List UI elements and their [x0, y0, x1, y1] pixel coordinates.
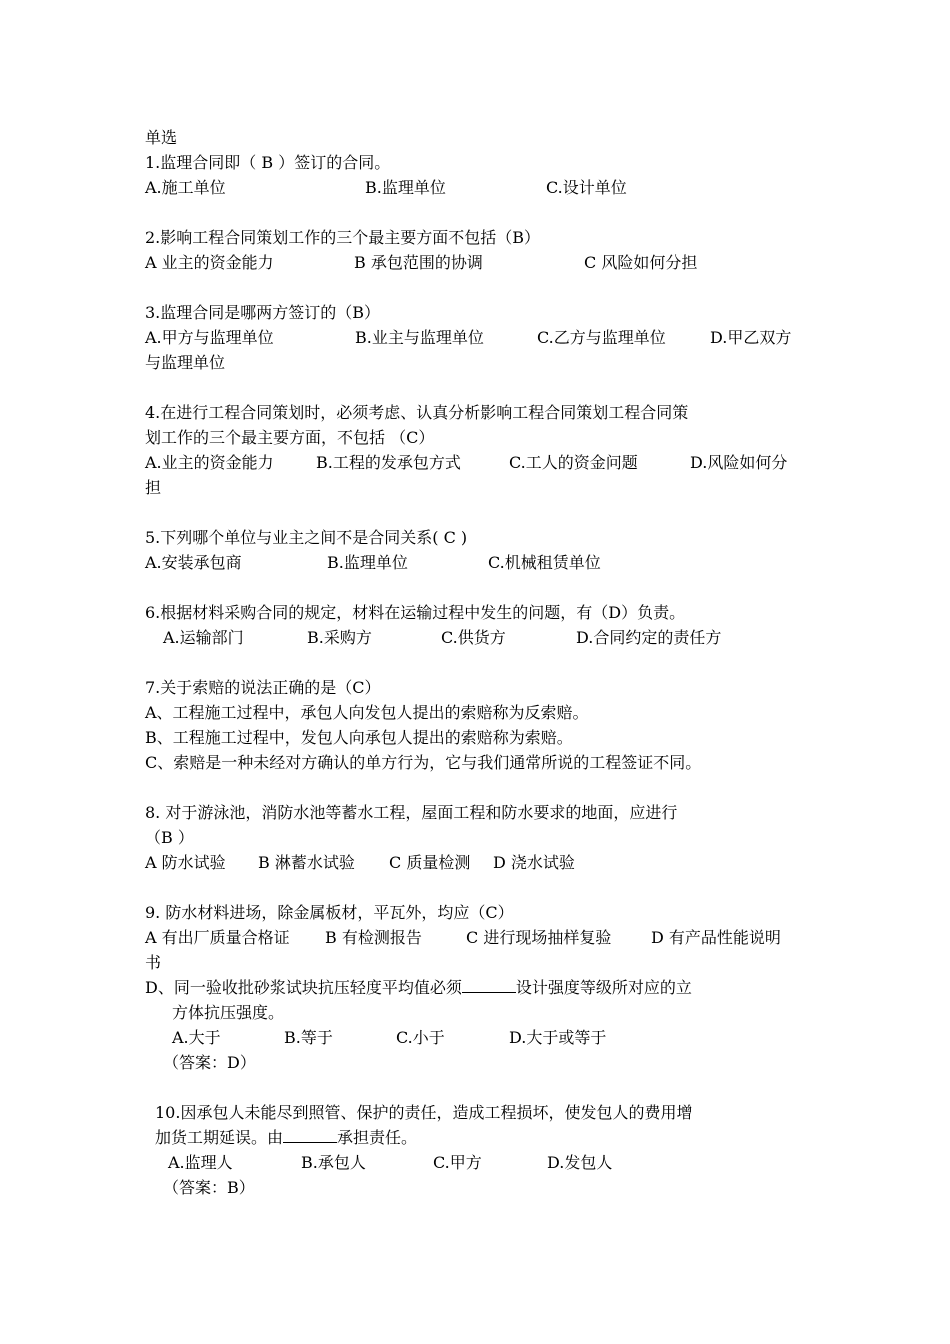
question-8-stem-line1: 8. 对于游泳池，消防水池等蓄水工程，屋面工程和防水要求的地面，应进行	[145, 803, 678, 822]
section-heading: 单选	[145, 128, 178, 147]
question-10-option-d: D.发包人	[547, 1153, 613, 1172]
question-10-option-a: A.监理人	[168, 1153, 233, 1172]
question-3-option-c: C.乙方与监理单位	[537, 328, 666, 347]
question-8-option-c: C 质量检测	[389, 853, 471, 872]
question-7-option-a: A、工程施工过程中，承包人向发包人提出的索赔称为反索赔。	[145, 703, 589, 722]
question-9-option-d-continued: 书	[145, 953, 162, 972]
question-8-option-a: A 防水试验	[145, 853, 226, 872]
question-4-option-c: C.工人的资金问题	[509, 453, 638, 472]
question-5-option-c: C.机械租赁单位	[488, 553, 601, 572]
question-8-option-d: D 浇水试验	[493, 853, 575, 872]
question-7-option-c: C、索赔是一种未经对方确认的单方行为，它与我们通常所说的工程签证不同。	[145, 753, 702, 772]
question-d-stem-post: 设计强度等级所对应的立	[515, 978, 692, 997]
question-2-option-b: B 承包范围的协调	[354, 253, 483, 272]
question-3-option-d: D.甲乙双方	[710, 328, 792, 347]
question-10-stem-pre: 加货工期延误。由	[155, 1128, 284, 1147]
question-4-option-d-continued: 担	[145, 478, 162, 497]
question-9-stem: 9. 防水材料进场，除金属板材，平瓦外，均应（C）	[145, 903, 514, 922]
question-d-stem-line1	[145, 975, 692, 1000]
question-10-answer: （答案：B）	[163, 1178, 255, 1197]
question-4-option-a: A.业主的资金能力	[145, 453, 274, 472]
question-3-option-d-continued: 与监理单位	[145, 353, 226, 372]
question-3-option-a: A.甲方与监理单位	[145, 328, 274, 347]
question-4-option-d: D.风险如何分	[690, 453, 788, 472]
question-6-stem: 6.根据材料采购合同的规定，材料在运输过程中发生的问题，有（D）负责。	[145, 603, 686, 622]
question-9-option-d: D 有产品性能说明	[651, 928, 781, 947]
question-6-option-d: D.合同约定的责任方	[576, 628, 722, 647]
question-6-option-b: B.采购方	[307, 628, 372, 647]
fill-in-blank	[462, 975, 516, 993]
question-3-stem: 3.监理合同是哪两方签订的（B）	[145, 303, 381, 322]
question-9-option-b: B 有检测报告	[325, 928, 422, 947]
question-7-stem: 7.关于索赔的说法正确的是（C）	[145, 678, 381, 697]
question-2-stem: 2.影响工程合同策划工作的三个最主要方面不包括（B）	[145, 228, 541, 247]
question-10-stem-post: 承担责任。	[337, 1128, 418, 1147]
question-d-answer: （答案：D）	[163, 1053, 256, 1072]
question-9-option-a: A 有出厂质量合格证	[145, 928, 290, 947]
question-1-option-c: C.设计单位	[546, 178, 627, 197]
question-d-option-a: A.大于	[172, 1028, 221, 1047]
question-2-option-a: A 业主的资金能力	[145, 253, 274, 272]
question-10-option-b: B.承包人	[301, 1153, 366, 1172]
question-7-option-b: B、工程施工过程中，发包人向承包人提出的索赔称为索赔。	[145, 728, 573, 747]
question-4-option-b: B.工程的发承包方式	[316, 453, 461, 472]
question-10-stem-line2	[155, 1125, 417, 1150]
question-3-option-b: B.业主与监理单位	[355, 328, 484, 347]
question-8-option-b: B 淋蓄水试验	[258, 853, 355, 872]
question-4-stem-line2: 划工作的三个最主要方面，不包括 （C）	[145, 428, 435, 447]
question-1-option-b: B.监理单位	[365, 178, 446, 197]
question-8-stem-line2: （B ）	[145, 828, 194, 847]
question-d-stem-pre: D、同一验收批砂浆试块抗压轻度平均值必须	[145, 978, 462, 997]
question-d-option-d: D.大于或等于	[509, 1028, 607, 1047]
question-d-stem-line2: 方体抗压强度。	[172, 1003, 285, 1022]
question-1-stem: 1.监理合同即（ B ）签订的合同。	[145, 153, 391, 172]
question-5-stem: 5.下列哪个单位与业主之间不是合同关系( C )	[145, 528, 468, 547]
question-d-option-b: B.等于	[284, 1028, 333, 1047]
question-6-option-a: A.运输部门	[163, 628, 244, 647]
question-1-option-a: A.施工单位	[145, 178, 226, 197]
question-d-option-c: C.小于	[396, 1028, 445, 1047]
question-6-option-c: C.供货方	[441, 628, 506, 647]
question-5-option-a: A.安装承包商	[145, 553, 242, 572]
question-10-stem-line1: 10.因承包人未能尽到照管、保护的责任，造成工程损坏，使发包人的费用增	[155, 1103, 693, 1122]
question-9-option-c: C 进行现场抽样复验	[466, 928, 612, 947]
question-5-option-b: B.监理单位	[327, 553, 408, 572]
question-2-option-c: C 风险如何分担	[584, 253, 698, 272]
question-10-option-c: C.甲方	[433, 1153, 482, 1172]
fill-in-blank	[283, 1125, 337, 1143]
question-4-stem-line1: 4.在进行工程合同策划时，必须考虑、认真分析影响工程合同策划工程合同策	[145, 403, 689, 422]
